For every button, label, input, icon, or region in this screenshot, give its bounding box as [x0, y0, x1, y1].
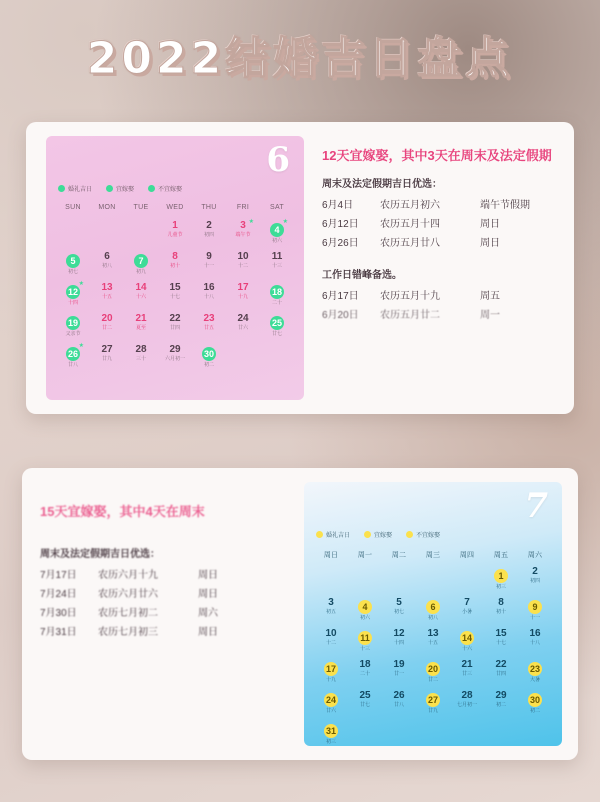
- calendar-cell-empty: [382, 566, 416, 594]
- calendar-day-number: 11: [358, 631, 372, 645]
- calendar-day-number: 22: [169, 313, 181, 324]
- calendar-lunar-label: 夏至: [135, 325, 146, 331]
- calendar-lunar-label: 二十: [359, 671, 370, 677]
- calendar-cell[interactable]: [90, 313, 124, 341]
- calendar-day-number: 17: [325, 664, 336, 674]
- green-dot-icon: [106, 185, 113, 192]
- lunar-value: 农历七月初三: [98, 627, 158, 638]
- note-value: 周六: [198, 608, 218, 619]
- calendar-lunar-label: 初八: [101, 263, 112, 269]
- calendar-day-number: 23: [203, 313, 215, 324]
- calendar-lunar-label: 初三: [325, 739, 336, 745]
- calendar-lunar-label: 十一: [203, 263, 214, 269]
- calendar-cell[interactable]: [314, 690, 348, 718]
- calendar-lunar-label: 十九: [237, 294, 248, 300]
- calendar-cell[interactable]: [348, 659, 382, 687]
- calendar-day-number: 14: [461, 633, 472, 643]
- calendar-lunar-label: 三十: [135, 356, 146, 362]
- calendar-day-number: 4: [270, 223, 284, 237]
- note-value: 周日: [198, 570, 218, 581]
- calendar-cell[interactable]: [484, 566, 518, 594]
- calendar-cell[interactable]: [416, 597, 450, 625]
- legend-label: 不宜嫁娶: [416, 533, 441, 539]
- calendar-day-number: 13: [101, 282, 113, 293]
- calendar-lunar-label: 端午节: [235, 232, 251, 238]
- legend-item-suitable: [364, 530, 392, 539]
- calendar-day-number: 7: [134, 254, 148, 268]
- calendar-lunar-label: 廿三: [461, 671, 472, 677]
- legend-label: 婚礼吉日: [326, 533, 351, 539]
- calendar-day-number: 1: [494, 569, 508, 583]
- calendar-cell[interactable]: [382, 690, 416, 718]
- calendar-cell-empty: [416, 566, 450, 594]
- calendar-cell[interactable]: [192, 313, 226, 341]
- lunar-value: 农历七月初二: [98, 608, 158, 619]
- note-value: 周一: [480, 310, 500, 321]
- calendar-cell[interactable]: [518, 566, 552, 594]
- calendar-cell[interactable]: [124, 313, 158, 341]
- calendar-day-number: 28: [461, 690, 473, 701]
- calendar-lunar-label: 大暑: [529, 677, 540, 683]
- calendar-lunar-label: 初三: [495, 584, 506, 590]
- note-value: 周日: [480, 219, 500, 230]
- calendar-cell[interactable]: [260, 313, 294, 341]
- calendar-day-number: 25: [271, 318, 282, 328]
- calendar-cell[interactable]: [192, 282, 226, 310]
- date-value: 7月30日: [40, 608, 77, 619]
- calendar-cell[interactable]: [158, 282, 192, 310]
- calendar-cell[interactable]: [226, 220, 260, 248]
- calendar-day-number: 8: [172, 251, 178, 262]
- calendar-day-number: 28: [135, 344, 147, 355]
- calendar-cell-empty: [484, 721, 518, 746]
- calendar-cell[interactable]: [450, 690, 484, 718]
- calendar-day-number: 3: [328, 597, 334, 608]
- july-calendar: [304, 482, 562, 746]
- july-card: [22, 468, 578, 760]
- calendar-day-number: 10: [237, 251, 249, 262]
- calendar-cell[interactable]: [56, 251, 90, 279]
- calendar-cell-empty: [348, 566, 382, 594]
- june-date-row: [322, 215, 562, 234]
- calendar-day-number: 8: [498, 597, 504, 608]
- date-value: 6月12日: [322, 219, 359, 230]
- green-dot-icon: [58, 185, 65, 192]
- calendar-lunar-label: 十九: [325, 677, 336, 683]
- weekday-label: 周日: [323, 552, 339, 559]
- calendar-lunar-label: 六月初一: [164, 356, 185, 362]
- calendar-day-number: 18: [271, 287, 282, 297]
- calendar-day-number: 20: [101, 313, 113, 324]
- calendar-lunar-label: 廿一: [393, 671, 404, 677]
- date-value: 6月26日: [322, 238, 359, 249]
- yellow-dot-icon: [364, 531, 371, 538]
- calendar-day-number: 1: [172, 220, 178, 231]
- calendar-cell[interactable]: [90, 251, 124, 279]
- june-day-grid: [56, 220, 294, 372]
- calendar-cell[interactable]: [450, 597, 484, 625]
- calendar-cell[interactable]: [226, 251, 260, 279]
- calendar-lunar-label: 廿九: [427, 708, 438, 714]
- calendar-day-number: 5: [396, 597, 402, 608]
- date-value: 7月24日: [40, 589, 77, 600]
- calendar-day-number: 11: [271, 251, 283, 262]
- calendar-lunar-label: 小暑: [461, 609, 472, 615]
- july-date-row: [40, 623, 290, 642]
- calendar-cell[interactable]: [158, 220, 192, 248]
- calendar-lunar-label: 廿六: [325, 708, 336, 714]
- calendar-lunar-label: 廿二: [427, 677, 438, 683]
- calendar-lunar-label: 十二: [237, 263, 248, 269]
- calendar-cell-empty: [314, 566, 348, 594]
- calendar-cell[interactable]: [260, 282, 294, 310]
- calendar-cell[interactable]: [484, 659, 518, 687]
- calendar-cell[interactable]: [450, 659, 484, 687]
- july-weekday-header: [314, 550, 552, 560]
- july-month-number: 7: [524, 486, 548, 526]
- calendar-lunar-label: 初九: [135, 269, 146, 275]
- legend-label: 宜嫁娶: [374, 533, 393, 539]
- legend-item-wedding-day: [316, 530, 350, 539]
- calendar-day-number: 27: [427, 695, 438, 705]
- calendar-lunar-label: 廿八: [393, 702, 404, 708]
- calendar-cell[interactable]: [192, 251, 226, 279]
- calendar-day-number: 12: [393, 628, 405, 639]
- note-value: 周日: [198, 589, 218, 600]
- note-value: 周五: [480, 291, 500, 302]
- calendar-day-number: 30: [529, 695, 540, 705]
- june-card: [26, 122, 574, 414]
- legend-label: 婚礼吉日: [68, 187, 93, 193]
- calendar-lunar-label: 儿童节: [167, 232, 183, 238]
- weekday-label: 周三: [425, 552, 441, 559]
- calendar-cell-empty: [226, 344, 260, 372]
- calendar-cell[interactable]: [450, 628, 484, 656]
- calendar-lunar-label: 十五: [427, 640, 438, 646]
- weekday-label: THU: [201, 204, 217, 211]
- calendar-lunar-label: 廿八: [67, 362, 78, 368]
- calendar-day-number: 31: [325, 726, 336, 736]
- july-date-row: [40, 585, 290, 604]
- calendar-lunar-label: 初二: [203, 362, 214, 368]
- calendar-cell[interactable]: [416, 628, 450, 656]
- calendar-lunar-label: 初七: [393, 609, 404, 615]
- june-legend: [58, 184, 182, 193]
- calendar-lunar-label: 廿五: [203, 325, 214, 331]
- calendar-cell[interactable]: [90, 344, 124, 372]
- weekday-label: SUN: [65, 204, 81, 211]
- calendar-cell-empty: [450, 721, 484, 746]
- july-section1-title: 周末及法定假期吉日优选：: [40, 549, 160, 560]
- calendar-day-number: 9: [206, 251, 212, 262]
- calendar-cell[interactable]: [348, 690, 382, 718]
- june-date-row: [322, 306, 562, 325]
- lunar-value: 农历六月十九: [98, 570, 158, 581]
- calendar-day-number: 19: [67, 318, 78, 328]
- calendar-lunar-label: 初十: [495, 609, 506, 615]
- calendar-day-number: 2: [532, 566, 538, 577]
- calendar-lunar-label: 廿九: [101, 356, 112, 362]
- star-icon: ★: [248, 219, 254, 225]
- calendar-cell-empty: [450, 566, 484, 594]
- calendar-cell[interactable]: [382, 659, 416, 687]
- calendar-day-number: 23: [529, 664, 540, 674]
- poster-title-wrapper: [0, 22, 600, 86]
- date-value: 6月20日: [322, 310, 359, 321]
- yellow-dot-icon: [406, 531, 413, 538]
- weekday-label: FRI: [236, 204, 250, 211]
- date-value: 6月4日: [322, 200, 354, 211]
- calendar-day-number: 24: [325, 695, 336, 705]
- calendar-cell-empty: [56, 220, 90, 248]
- calendar-day-number: 2: [206, 220, 212, 231]
- note-value: 周日: [198, 627, 218, 638]
- calendar-day-number: 21: [135, 313, 147, 324]
- lunar-value: 农历六月廿六: [98, 589, 158, 600]
- calendar-day-number: 7: [464, 597, 470, 608]
- green-dot-icon: [148, 185, 155, 192]
- june-section1-title: 周末及法定假期吉日优选：: [322, 179, 442, 190]
- weekday-label: TUE: [133, 204, 149, 211]
- legend-item-suitable: [106, 184, 134, 193]
- weekday-label: 周六: [527, 552, 543, 559]
- calendar-lunar-label: 廿四: [169, 325, 180, 331]
- calendar-lunar-label: 十六: [461, 646, 472, 652]
- lunar-value: 农历五月廿二: [380, 310, 440, 321]
- weekday-label: MON: [98, 204, 116, 211]
- calendar-cell[interactable]: [518, 690, 552, 718]
- note-value: 周日: [480, 238, 500, 249]
- calendar-lunar-label: 十三: [359, 646, 370, 652]
- legend-item-wedding-day: [58, 184, 92, 193]
- july-headline: 15天宜嫁娶，其中4天在周末: [40, 504, 205, 519]
- calendar-day-number: 10: [325, 628, 337, 639]
- page-title: 2022结婚吉日盘点: [86, 33, 514, 84]
- calendar-lunar-label: 七月初一: [456, 702, 477, 708]
- calendar-cell[interactable]: [416, 659, 450, 687]
- june-weekday-header: [56, 204, 294, 211]
- july-legend: [316, 530, 440, 539]
- june-date-row: [322, 287, 562, 306]
- july-date-row: [40, 566, 290, 585]
- weekday-label: 周二: [391, 552, 407, 559]
- calendar-cell[interactable]: [484, 690, 518, 718]
- yellow-dot-icon: [316, 531, 323, 538]
- legend-item-not-suitable: [406, 530, 440, 539]
- star-icon: ★: [78, 281, 84, 287]
- june-section2-title: 工作日错峰备选。: [322, 270, 402, 281]
- calendar-cell[interactable]: [484, 628, 518, 656]
- calendar-lunar-label: 十六: [135, 294, 146, 300]
- date-value: 6月17日: [322, 291, 359, 302]
- calendar-cell[interactable]: [226, 313, 260, 341]
- star-icon: ★: [282, 219, 288, 225]
- calendar-lunar-label: 十七: [169, 294, 180, 300]
- calendar-cell[interactable]: [518, 659, 552, 687]
- june-date-row: [322, 196, 562, 215]
- calendar-cell[interactable]: [124, 282, 158, 310]
- june-headline: 12天宜嫁娶，其中3天在周末及法定假期: [322, 148, 552, 163]
- lunar-value: 农历五月十四: [380, 219, 440, 230]
- june-date-row: [322, 234, 562, 253]
- date-value: 7月17日: [40, 570, 77, 581]
- calendar-cell[interactable]: [382, 597, 416, 625]
- june-month-number: 6: [266, 140, 290, 180]
- calendar-day-number: 27: [101, 344, 113, 355]
- calendar-cell[interactable]: [348, 597, 382, 625]
- calendar-day-number: 3: [240, 220, 246, 231]
- calendar-lunar-label: 初十: [169, 263, 180, 269]
- calendar-cell[interactable]: [56, 344, 90, 372]
- calendar-lunar-label: 初二: [495, 702, 506, 708]
- calendar-day-number: 15: [169, 282, 181, 293]
- lunar-value: 农历五月初六: [380, 200, 440, 211]
- calendar-lunar-label: 十二: [325, 640, 336, 646]
- july-text-panel: [40, 502, 290, 642]
- calendar-cell-empty: [416, 721, 450, 746]
- calendar-day-number: 19: [393, 659, 405, 670]
- calendar-lunar-label: 初八: [427, 615, 438, 621]
- calendar-cell[interactable]: [348, 628, 382, 656]
- july-date-row: [40, 604, 290, 623]
- calendar-cell[interactable]: [260, 251, 294, 279]
- calendar-lunar-label: 廿六: [237, 325, 248, 331]
- calendar-cell-empty: [260, 344, 294, 372]
- calendar-cell[interactable]: [192, 220, 226, 248]
- calendar-lunar-label: 廿四: [495, 671, 506, 677]
- calendar-lunar-label: 初六: [271, 238, 282, 244]
- calendar-cell[interactable]: [90, 282, 124, 310]
- calendar-lunar-label: 廿七: [271, 331, 282, 337]
- calendar-day-number: 13: [427, 628, 439, 639]
- calendar-day-number: 6: [104, 251, 110, 262]
- calendar-cell[interactable]: [158, 344, 192, 372]
- june-text-panel: [322, 146, 562, 325]
- weekday-label: WED: [166, 204, 184, 211]
- calendar-cell[interactable]: [314, 659, 348, 687]
- calendar-day-number: 9: [528, 600, 542, 614]
- calendar-day-number: 18: [359, 659, 371, 670]
- calendar-day-number: 26: [393, 690, 405, 701]
- calendar-cell[interactable]: [226, 282, 260, 310]
- calendar-cell[interactable]: [124, 344, 158, 372]
- calendar-day-number: 29: [495, 690, 507, 701]
- weekday-label: 周五: [493, 552, 509, 559]
- calendar-lunar-label: 初五: [325, 609, 336, 615]
- calendar-lunar-label: 初四: [529, 578, 540, 584]
- calendar-cell-empty: [518, 721, 552, 746]
- calendar-lunar-label: 初六: [359, 615, 370, 621]
- calendar-cell[interactable]: [56, 282, 90, 310]
- calendar-cell[interactable]: [260, 220, 294, 248]
- calendar-lunar-label: 父亲节: [65, 331, 81, 337]
- calendar-day-number: 24: [237, 313, 249, 324]
- calendar-cell-empty: [348, 721, 382, 746]
- calendar-day-number: 12: [67, 287, 78, 297]
- calendar-cell[interactable]: [158, 251, 192, 279]
- lunar-value: 农历五月廿八: [380, 238, 440, 249]
- weekday-label: 周四: [459, 552, 475, 559]
- spacer: [40, 532, 290, 546]
- calendar-lunar-label: 十四: [393, 640, 404, 646]
- calendar-lunar-label: 二十: [271, 300, 282, 306]
- calendar-cell[interactable]: [484, 597, 518, 625]
- legend-item-not-suitable: [148, 184, 182, 193]
- calendar-day-number: 17: [237, 282, 249, 293]
- spacer: [322, 253, 562, 267]
- date-value: 7月31日: [40, 627, 77, 638]
- weekday-label: SAT: [270, 204, 284, 211]
- calendar-lunar-label: 初四: [203, 232, 214, 238]
- calendar-cell[interactable]: [314, 628, 348, 656]
- calendar-lunar-label: 廿七: [359, 702, 370, 708]
- calendar-cell[interactable]: [192, 344, 226, 372]
- calendar-cell[interactable]: [518, 597, 552, 625]
- calendar-lunar-label: 十四: [67, 300, 78, 306]
- calendar-cell[interactable]: [416, 690, 450, 718]
- calendar-day-number: 16: [529, 628, 541, 639]
- calendar-lunar-label: 十八: [203, 294, 214, 300]
- calendar-cell-empty: [90, 220, 124, 248]
- calendar-day-number: 5: [66, 254, 80, 268]
- calendar-lunar-label: 初二: [529, 708, 540, 714]
- note-value: 端午节假期: [480, 200, 530, 211]
- calendar-day-number: 14: [135, 282, 147, 293]
- july-day-grid: [314, 566, 552, 746]
- calendar-day-number: 25: [359, 690, 371, 701]
- calendar-cell[interactable]: [382, 628, 416, 656]
- calendar-day-number: 20: [427, 664, 438, 674]
- calendar-cell-empty: [124, 220, 158, 248]
- calendar-day-number: 26: [67, 349, 78, 359]
- legend-label: 不宜嫁娶: [158, 187, 183, 193]
- calendar-lunar-label: 十七: [495, 640, 506, 646]
- star-icon: ★: [78, 343, 84, 349]
- calendar-lunar-label: 十一: [529, 615, 540, 621]
- calendar-day-number: 4: [358, 600, 372, 614]
- calendar-day-number: 30: [203, 349, 214, 359]
- calendar-day-number: 6: [426, 600, 440, 614]
- calendar-day-number: 16: [203, 282, 215, 293]
- calendar-lunar-label: 廿二: [101, 325, 112, 331]
- june-calendar: [46, 136, 304, 400]
- calendar-cell[interactable]: [56, 313, 90, 341]
- calendar-cell[interactable]: [124, 251, 158, 279]
- legend-label: 宜嫁娶: [116, 187, 135, 193]
- calendar-cell[interactable]: [314, 597, 348, 625]
- calendar-day-number: 22: [495, 659, 507, 670]
- calendar-day-number: 21: [461, 659, 473, 670]
- calendar-day-number: 29: [169, 344, 181, 355]
- calendar-lunar-label: 十五: [101, 294, 112, 300]
- calendar-lunar-label: 十八: [529, 640, 540, 646]
- calendar-lunar-label: 十三: [271, 263, 282, 269]
- calendar-cell[interactable]: [518, 628, 552, 656]
- weekday-label: 周一: [357, 552, 373, 559]
- calendar-lunar-label: 初七: [67, 269, 78, 275]
- calendar-day-number: 15: [495, 628, 507, 639]
- calendar-cell[interactable]: [158, 313, 192, 341]
- calendar-cell[interactable]: [314, 721, 348, 746]
- calendar-cell-empty: [382, 721, 416, 746]
- lunar-value: 农历五月十九: [380, 291, 440, 302]
